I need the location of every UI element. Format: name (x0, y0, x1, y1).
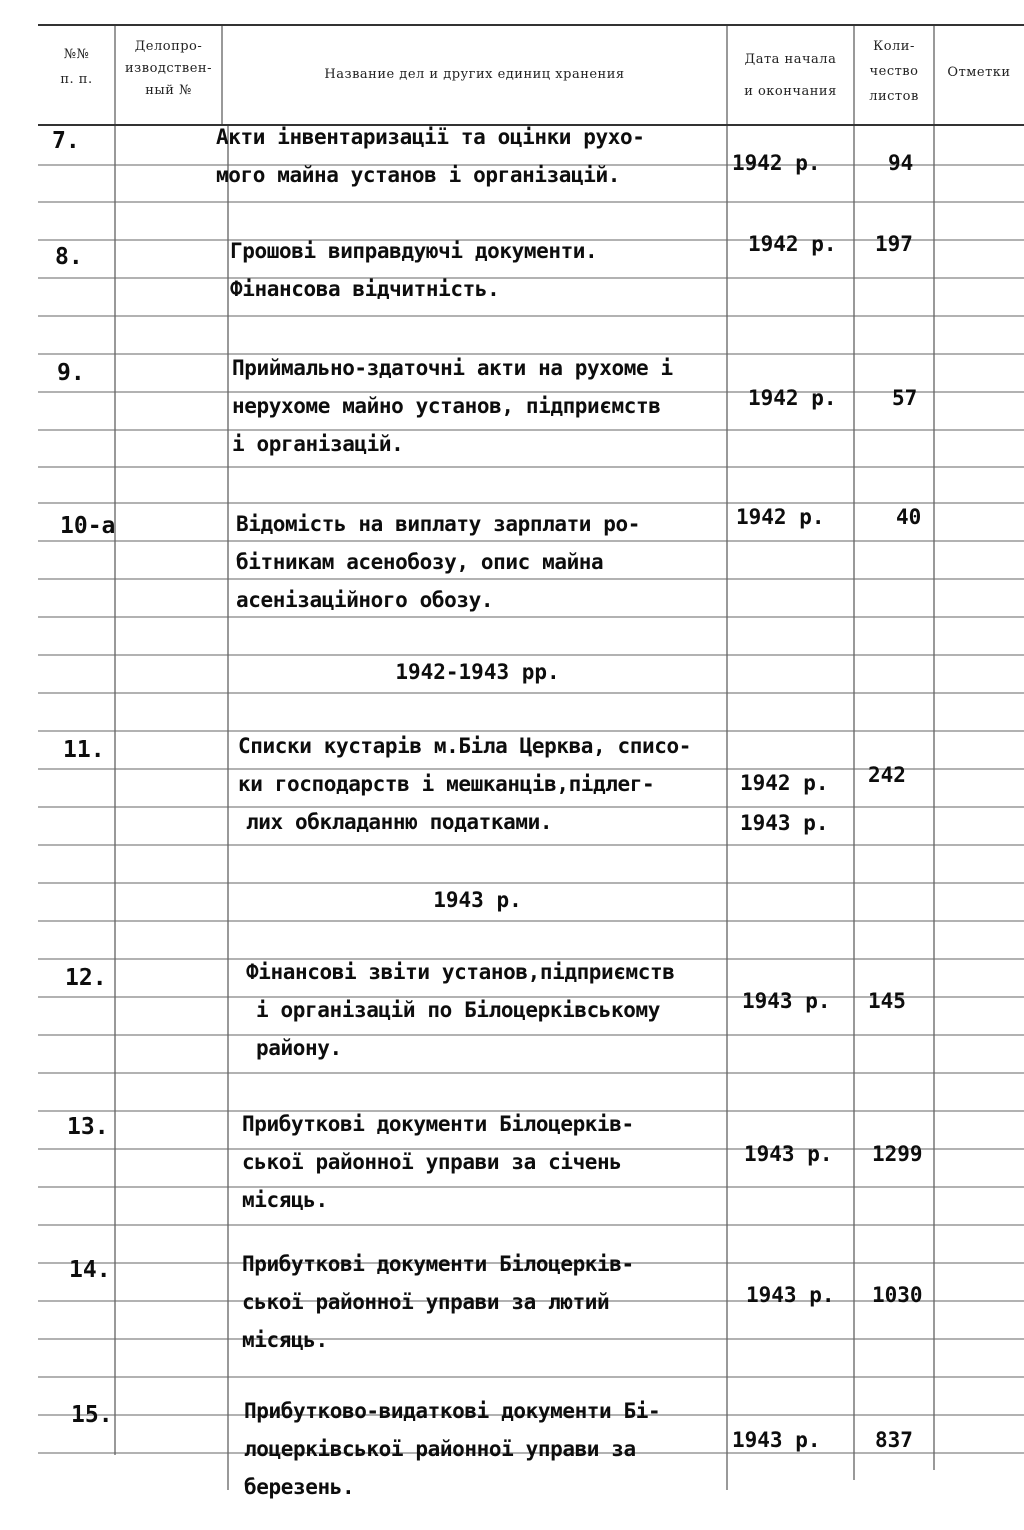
year-group-heading: 1942-1943 рр. (395, 660, 560, 684)
row-dates: 1942 р. 1943 р. (740, 771, 829, 835)
row-number: 7. (52, 128, 80, 154)
row-description: Прибуткові документи Білоцерків- ської районної управи за січень місяць. (242, 1112, 634, 1212)
row-number: 10-а (60, 513, 116, 539)
header-sheets-column: Коли- чество листов (869, 39, 919, 104)
row-sheets: 197 (875, 232, 913, 256)
row-description: Прибутково-видаткові документи Бі- лоцерківської районної управи за березень. (244, 1399, 661, 1499)
row-dates: 1942 р. (732, 151, 821, 175)
row-dates: 1943 р. (742, 989, 831, 1013)
row-number: 9. (57, 360, 85, 386)
row-number: 13. (67, 1114, 109, 1140)
row-dates: 1943 р. (732, 1428, 821, 1452)
row-description: Прибуткові документи Білоцерків- ської районної управи за лютий місяць. (242, 1252, 634, 1352)
row-sheets: 40 (896, 505, 922, 529)
row-dates: 1942 р. (748, 232, 837, 256)
row-number: 15. (71, 1402, 113, 1428)
header-notes-column: Отметки (947, 65, 1011, 80)
row-description: Приймально-здаточні акти на рухоме і нерухоме майно установ, підприємств і організацій. (232, 356, 673, 456)
header-title-column: Название дел и других единиц хранения (324, 67, 625, 82)
row-description: Грошові виправдуючі документи. Фінансова відчитність. (230, 239, 598, 301)
row-dates: 1942 р. (748, 386, 837, 410)
header-number-column: №№ п. п. (60, 47, 93, 87)
header-dates-column: Дата начала и окончания (744, 52, 837, 99)
row-sheets: 145 (868, 989, 906, 1013)
row-description: Фінансові звіти установ,підприємств і організацій по Білоцерківському району. (246, 960, 675, 1060)
row-number: 8. (55, 244, 83, 270)
row-sheets: 1030 (872, 1283, 923, 1307)
row-number: 14. (69, 1257, 111, 1283)
year-group-heading: 1943 р. (433, 888, 522, 912)
row-sheets: 57 (892, 386, 918, 410)
row-dates: 1943 р. (746, 1283, 835, 1307)
row-description: Відомість на виплату зарплати ро- бітникам асенобозу, опис майна асенізаційного обозу. (236, 512, 641, 612)
row-number: 11. (63, 737, 105, 763)
header-office-column: Делопро- изводствен- ный № (125, 39, 212, 98)
row-sheets: 837 (875, 1428, 913, 1452)
row-sheets: 1299 (872, 1142, 923, 1166)
row-number: 12. (65, 965, 107, 991)
row-dates: 1943 р. (744, 1142, 833, 1166)
row-description: Списки кустарів м.Біла Церква, списо- ки господарств і мешканців,підлег- лих обкладанню податками. (238, 734, 691, 834)
row-sheets: 242 (868, 763, 906, 787)
row-description: Акти інвентаризації та оцінки рухо- мого майна установ і організацій. (216, 125, 645, 187)
row-dates: 1942 р. (736, 505, 825, 529)
row-sheets: 94 (888, 151, 914, 175)
